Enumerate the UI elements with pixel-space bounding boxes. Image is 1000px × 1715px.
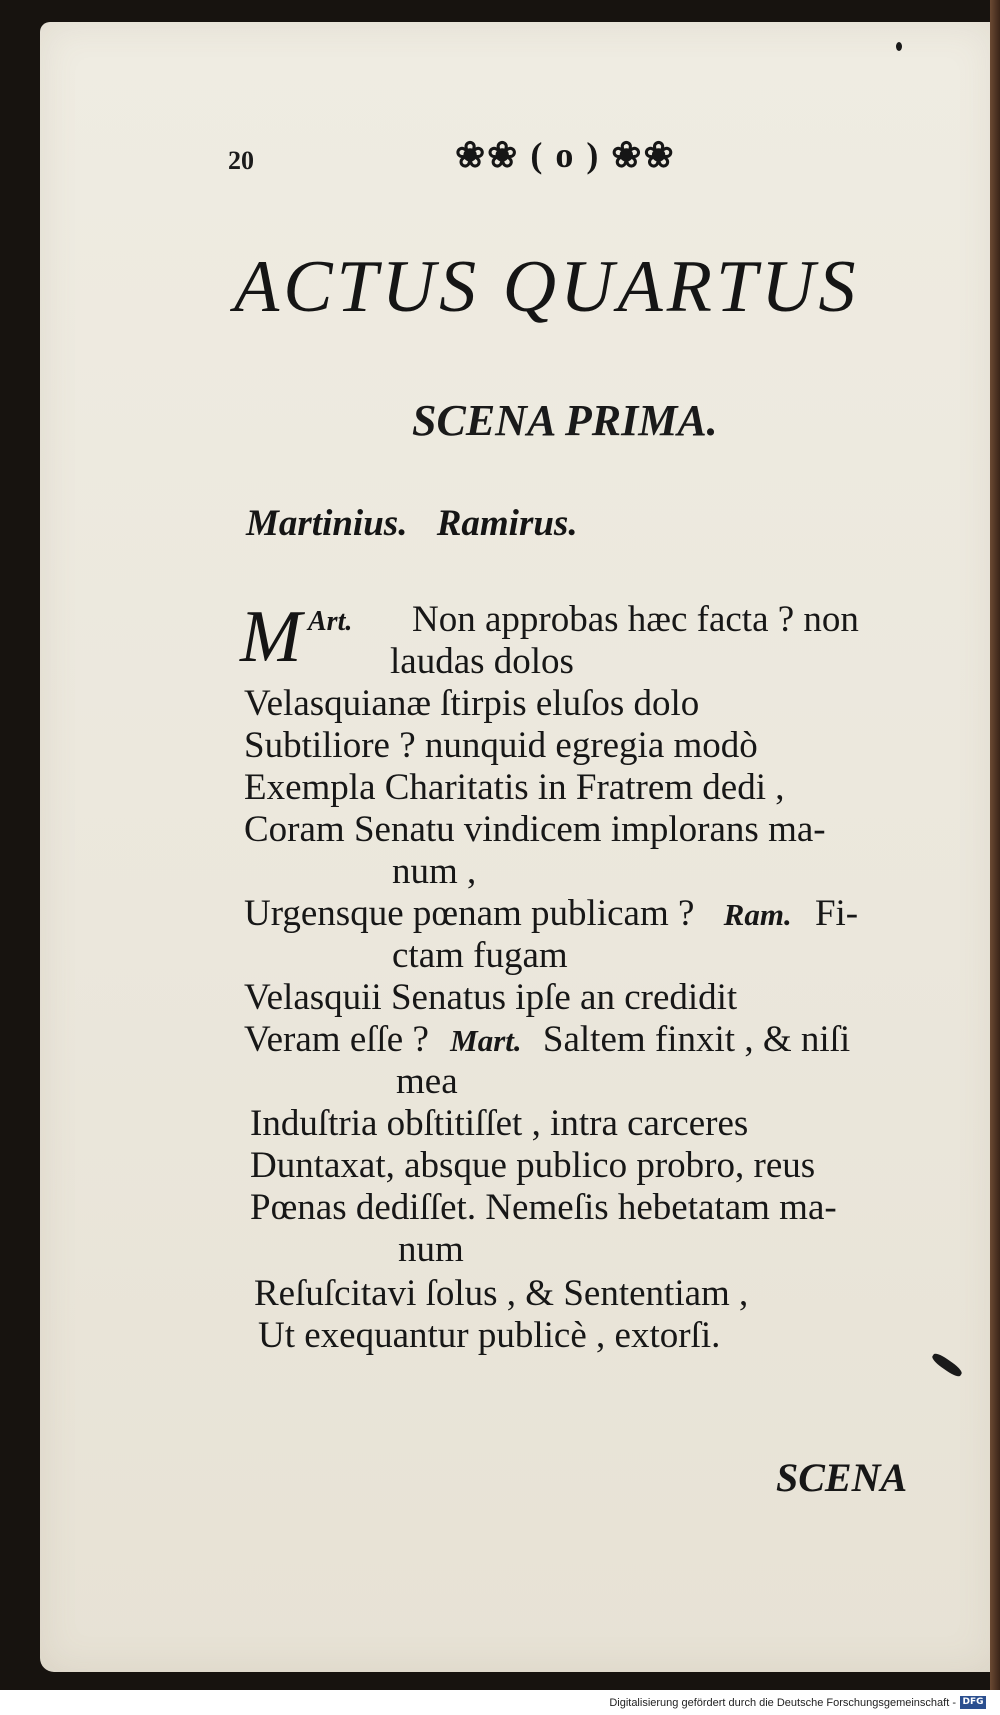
verse-line: laudas dolos: [390, 641, 574, 682]
dfg-logo: DFG: [960, 1696, 986, 1709]
page-number: 20: [228, 146, 254, 175]
verse-text: Saltem finxit , & niſi: [542, 1019, 851, 1060]
verse-line: Non approbas hæc facta ? non: [412, 599, 859, 640]
verse-line: num: [398, 1229, 464, 1270]
verse-line: Ut exequantur publicè , extorſi.: [258, 1315, 721, 1356]
digitization-credit: Digitalisierung gefördert durch die Deutsche Forschungsgemeinschaft -: [609, 1697, 956, 1709]
ink-spot: [896, 42, 902, 51]
drop-initial: M: [240, 596, 302, 678]
scene-title: SCENA PRIMA.: [412, 396, 718, 445]
verse-line: Velasquii Senatus ipſe an credidit: [244, 977, 738, 1018]
verse-line: Velasquianæ ſtirpis eluſos dolo: [244, 683, 700, 724]
act-title: ACTUS QUARTUS: [234, 246, 860, 328]
verse-line: Coram Senatu vindicem implorans ma-: [244, 809, 826, 850]
verse-line: Reſuſcitavi ſolus , & Sententiam ,: [254, 1273, 749, 1314]
character-list: [246, 502, 578, 545]
verse-line: num ,: [392, 851, 477, 892]
inline-speaker: Mart.: [450, 1023, 522, 1058]
verse-line: [244, 892, 858, 935]
verse-text: Fi-: [814, 893, 859, 934]
verse-line: mea: [396, 1061, 458, 1102]
verse-line: Exempla Charitatis in Fratrem dedi ,: [244, 767, 785, 808]
verse-text: Urgensque pœnam publicam ?: [244, 893, 695, 934]
book-cover-edge: [990, 0, 1000, 1715]
catchword: SCENA: [776, 1455, 908, 1500]
verse-line: Pœnas dediſſet. Nemeſis hebetatam ma-: [250, 1187, 837, 1228]
header-ornament: ❀❀ ( o ) ❀❀: [455, 135, 676, 175]
speaker-label: Art.: [308, 606, 353, 637]
inline-speaker: Ram.: [723, 897, 792, 932]
verse-line: ctam fugam: [392, 935, 568, 976]
character-name: Ramirus.: [436, 503, 578, 544]
verse-text: Veram eſſe ?: [244, 1019, 429, 1060]
verse-line: Induſtria obſtitiſſet , intra carceres: [250, 1103, 749, 1144]
verse-line: [244, 1018, 850, 1061]
character-name: Martinius.: [246, 503, 408, 544]
verse-line: Subtiliore ? nunquid egregia modò: [244, 725, 758, 766]
verse-line: Duntaxat, absque publico probro, reus: [250, 1145, 816, 1186]
